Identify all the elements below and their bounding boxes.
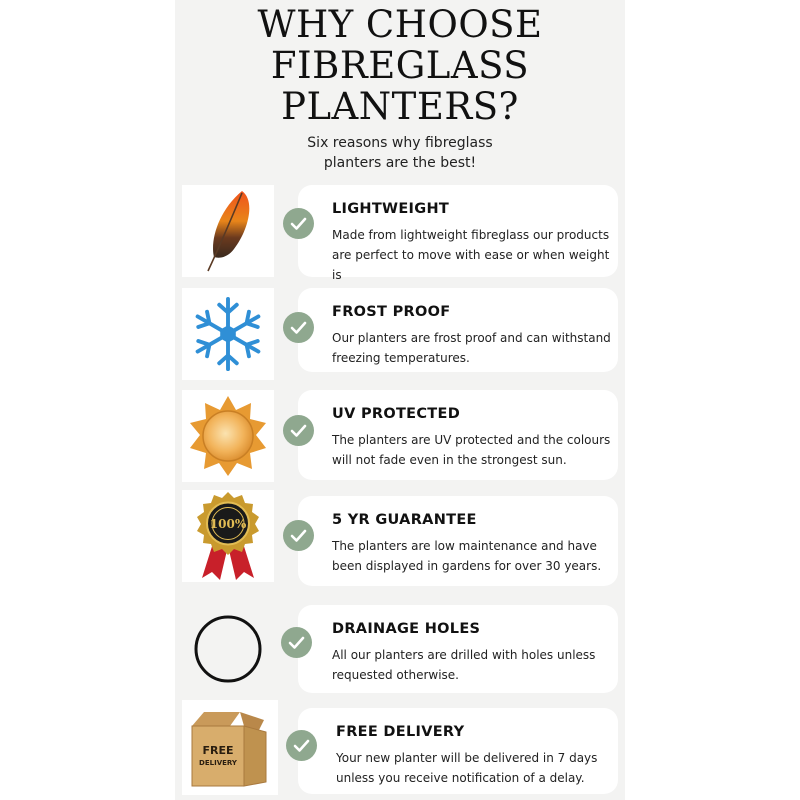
feature-line: The planters are UV protected and the colours [332,433,611,447]
feature-line: been displayed in gardens for over 30 years. [332,559,602,573]
delivery-box-image [182,700,278,795]
feature-line: unless you receive notification of a delay. [336,771,585,785]
guarantee-seal-icon [188,490,268,582]
title-line-2: FIBREGLASS [270,44,530,87]
feature-title: UV PROTECTED [332,406,461,422]
drainage-ring-image [182,603,274,695]
feature-title: DRAINAGE HOLES [332,621,481,637]
snowflake-icon [189,295,267,373]
check-icon [281,627,312,658]
feature-line: will not fade even in the strongest sun. [332,453,567,467]
feature-line: requested otherwise. [332,668,459,682]
feature-line: Your new planter will be delivered in 7 days [336,751,598,765]
seal-text: 100% [209,517,247,531]
page-title [175,4,625,127]
feature-line: The planters are low maintenance and have [332,539,597,553]
title-line-3: PLANTERS? [281,85,519,128]
feature-card-uv-protected [298,390,618,480]
guarantee-seal-image [182,490,274,582]
feature-description [332,328,622,368]
page-subtitle [280,133,520,173]
feature-line: All our planters are drilled with holes unless [332,648,596,662]
sun-image [182,390,274,482]
feature-card-drainage [298,605,618,693]
check-icon [283,312,314,343]
box-label-free: FREE [202,743,234,757]
feature-description [332,536,622,576]
feature-title: LIGHTWEIGHT [332,201,450,217]
box-icon [184,702,276,794]
feather-image [182,185,274,277]
feature-description [336,748,626,788]
check-icon [283,415,314,446]
sun-icon [186,394,270,478]
feature-line: freezing temperatures. [332,351,470,365]
box-label-delivery: DELIVERY [199,758,237,767]
subtitle-line-2: planters are the best! [323,155,477,171]
subtitle-line-1: Six reasons why fibreglass [307,135,493,151]
feature-card-frost-proof [298,288,618,372]
feature-title: FROST PROOF [332,304,451,320]
feature-description [332,430,622,470]
feature-line: are perfect to move with ease or when weight is [332,248,610,282]
feature-title: 5 YR GUARANTEE [332,512,477,528]
title-line-1: WHY CHOOSE [257,3,543,46]
feature-title: FREE DELIVERY [336,724,465,740]
check-icon [283,208,314,239]
check-icon [283,520,314,551]
feature-line: Our planters are frost proof and can withstand [332,331,611,345]
check-icon [286,730,317,761]
feature-card-lightweight [298,185,618,282]
feature-line: Made from lightweight fibreglass our products [332,228,610,242]
snowflake-image [182,288,274,380]
feature-card-free-delivery [298,708,618,794]
feather-icon [198,187,258,275]
feature-description [332,645,622,685]
ring-icon [188,609,268,689]
feature-card-guarantee [298,496,618,586]
